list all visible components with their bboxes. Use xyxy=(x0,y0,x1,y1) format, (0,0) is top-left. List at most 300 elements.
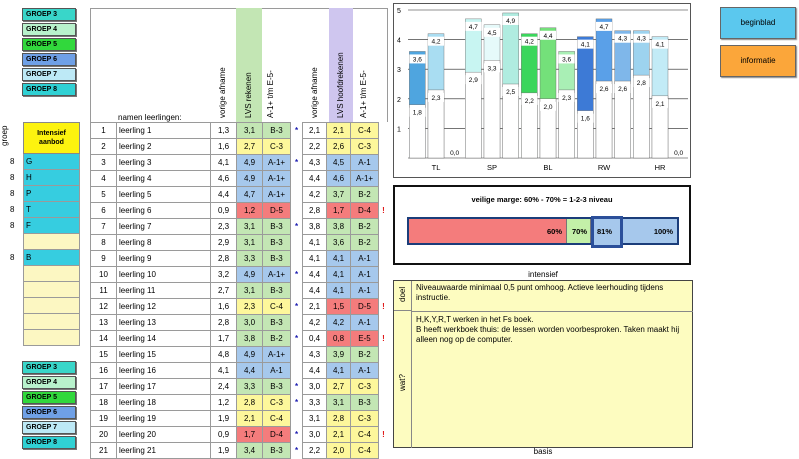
warning-mark xyxy=(379,283,389,299)
lvs-hoofdrekenen-score[interactable]: 2,1 xyxy=(327,427,351,443)
hoofdrekenen-niveau[interactable]: C-4 xyxy=(351,123,379,139)
row-number[interactable]: 7 xyxy=(91,219,117,235)
vorige-afname-rekenen[interactable]: 4,1 xyxy=(211,363,237,379)
row-number[interactable]: 13 xyxy=(91,315,117,331)
hoofdrekenen-niveau[interactable]: A-1 xyxy=(351,251,379,267)
intensief-title: intensief xyxy=(528,270,558,279)
row-number[interactable]: 3 xyxy=(91,155,117,171)
table-row[interactable] xyxy=(91,427,389,443)
student-letter-cell[interactable] xyxy=(23,330,80,346)
lvs-hoofdrekenen-score[interactable]: 4,5 xyxy=(327,155,351,171)
lvs-hoofdrekenen-score[interactable]: 3,8 xyxy=(327,219,351,235)
rekenen-niveau[interactable]: B-3 xyxy=(263,219,291,235)
attention-star xyxy=(291,315,303,331)
table-row[interactable] xyxy=(91,347,389,363)
lvs-rekenen-score[interactable]: 3,1 xyxy=(237,219,263,235)
rekenen-niveau[interactable]: B-3 xyxy=(263,235,291,251)
data-label: 4,1 xyxy=(655,41,665,49)
rekenen-niveau[interactable]: C-3 xyxy=(263,139,291,155)
attention-star: * xyxy=(291,267,303,283)
attention-star xyxy=(291,411,303,427)
informatie-button[interactable]: informatie xyxy=(720,45,796,77)
chart-frame xyxy=(393,3,691,178)
warning-mark xyxy=(379,315,389,331)
vorige-afname-hoofdrekenen[interactable]: 3,0 xyxy=(303,379,327,395)
vorige-afname-rekenen[interactable]: 3,2 xyxy=(211,267,237,283)
hoofdrekenen-niveau[interactable]: C-4 xyxy=(351,427,379,443)
groep-button-5[interactable]: GROEP 5 xyxy=(22,391,76,404)
marge-segment-100: 100% xyxy=(653,227,673,236)
student-letter-cell[interactable]: P xyxy=(23,186,80,202)
table-row[interactable] xyxy=(91,283,389,299)
lvs-hoofdrekenen-score[interactable]: 4,1 xyxy=(327,267,351,283)
table-row[interactable] xyxy=(91,187,389,203)
attention-star: * xyxy=(291,155,303,171)
lvs-rekenen-score[interactable]: 3,1 xyxy=(237,235,263,251)
data-label: 4,1 xyxy=(580,41,590,49)
vorige-afname-hoofdrekenen[interactable]: 4,3 xyxy=(303,155,327,171)
table-row[interactable] xyxy=(91,155,389,171)
lvs-hoofdrekenen-score[interactable]: 2,8 xyxy=(327,411,351,427)
lvs-hoofdrekenen-score[interactable]: 4,2 xyxy=(327,315,351,331)
lvs-rekenen-score[interactable]: 4,9 xyxy=(237,171,263,187)
student-name[interactable]: leerling 1 xyxy=(117,123,211,139)
row-number[interactable]: 19 xyxy=(91,411,117,427)
lvs-rekenen-score[interactable]: 2,3 xyxy=(237,299,263,315)
x-category-label: SP xyxy=(486,163,498,172)
student-name[interactable]: leerling 10 xyxy=(117,267,211,283)
vorige-afname-rekenen[interactable]: 2,4 xyxy=(211,379,237,395)
header-vorige-afname-2: vorige afname xyxy=(310,67,319,118)
intensief-row[interactable] xyxy=(0,250,80,266)
lvs-rekenen-score[interactable]: 4,9 xyxy=(237,347,263,363)
attention-star: * xyxy=(291,299,303,315)
vorige-afname-hoofdrekenen[interactable]: 2,1 xyxy=(303,299,327,315)
vorige-afname-rekenen[interactable]: 1,9 xyxy=(211,443,237,459)
table-row[interactable] xyxy=(91,315,389,331)
lvs-rekenen-score[interactable]: 3,4 xyxy=(237,443,263,459)
hoofdrekenen-niveau[interactable]: B-3 xyxy=(351,395,379,411)
intensief-row[interactable] xyxy=(0,202,80,218)
hoofdrekenen-niveau[interactable]: B-2 xyxy=(351,219,379,235)
student-name[interactable]: leerling 18 xyxy=(117,395,211,411)
attention-star xyxy=(291,283,303,299)
lvs-rekenen-score[interactable]: 3,0 xyxy=(237,315,263,331)
row-number[interactable]: 15 xyxy=(91,347,117,363)
intensief-row[interactable] xyxy=(0,218,80,234)
intensief-row[interactable] xyxy=(0,186,80,202)
student-letter-cell[interactable] xyxy=(23,234,80,250)
warning-mark: ! xyxy=(379,331,389,347)
warning-mark xyxy=(379,219,389,235)
rekenen-niveau[interactable]: A-1+ xyxy=(263,171,291,187)
student-name[interactable]: leerling 2 xyxy=(117,139,211,155)
student-name[interactable]: leerling 4 xyxy=(117,171,211,187)
student-name[interactable]: leerling 12 xyxy=(117,299,211,315)
rekenen-niveau[interactable]: B-3 xyxy=(263,315,291,331)
hoofdrekenen-niveau[interactable]: A-1+ xyxy=(351,171,379,187)
lvs-hoofdrekenen-score[interactable]: 1,5 xyxy=(327,299,351,315)
warning-mark xyxy=(379,155,389,171)
table-row[interactable] xyxy=(91,267,389,283)
groep-number: 8 xyxy=(10,205,15,214)
y-tick-label: 1 xyxy=(397,126,401,134)
y-tick-label: 5 xyxy=(397,8,401,15)
data-label: 3,6 xyxy=(562,56,572,64)
lvs-hoofdrekenen-score[interactable]: 0,8 xyxy=(327,331,351,347)
vorige-afname-rekenen[interactable]: 0,9 xyxy=(211,203,237,219)
vorige-afname-hoofdrekenen[interactable]: 4,3 xyxy=(303,347,327,363)
marge-bar xyxy=(407,217,679,245)
hoofdrekenen-niveau[interactable]: B-2 xyxy=(351,235,379,251)
header-lvs-rekenen: LVS rekenen xyxy=(244,72,253,118)
vorige-afname-rekenen[interactable]: 1,7 xyxy=(211,331,237,347)
rekenen-niveau[interactable]: D-4 xyxy=(263,427,291,443)
attention-star xyxy=(291,363,303,379)
hoofdrekenen-niveau[interactable]: A-1 xyxy=(351,363,379,379)
wat-label-cell: wat? xyxy=(394,311,412,448)
bar-chart xyxy=(394,4,690,177)
student-name[interactable]: leerling 5 xyxy=(117,187,211,203)
student-name[interactable]: leerling 11 xyxy=(117,283,211,299)
vorige-afname-hoofdrekenen[interactable]: 3,3 xyxy=(303,395,327,411)
vorige-afname-rekenen[interactable]: 2,8 xyxy=(211,251,237,267)
rekenen-niveau[interactable]: B-2 xyxy=(263,331,291,347)
lvs-rekenen-score[interactable]: 3,8 xyxy=(237,331,263,347)
hoofdrekenen-niveau[interactable]: E-5 xyxy=(351,331,379,347)
student-name[interactable]: leerling 16 xyxy=(117,363,211,379)
rekenen-niveau[interactable]: A-1+ xyxy=(263,347,291,363)
rekenen-niveau[interactable]: C-4 xyxy=(263,299,291,315)
data-label: 1,8 xyxy=(412,109,422,117)
lvs-rekenen-score[interactable]: 2,1 xyxy=(237,411,263,427)
rekenen-niveau[interactable]: B-3 xyxy=(263,379,291,395)
warning-mark xyxy=(379,411,389,427)
warning-mark xyxy=(379,443,389,459)
vorige-afname-hoofdrekenen[interactable]: 2,2 xyxy=(303,139,327,155)
warning-mark: ! xyxy=(379,427,389,443)
row-number[interactable]: 12 xyxy=(91,299,117,315)
row-number[interactable]: 20 xyxy=(91,427,117,443)
table-row[interactable] xyxy=(91,299,389,315)
student-letter-cell[interactable] xyxy=(23,282,80,298)
hoofdrekenen-niveau[interactable]: C-3 xyxy=(351,411,379,427)
table-row[interactable] xyxy=(91,123,389,139)
intensief-row[interactable] xyxy=(0,330,80,346)
vorige-afname-hoofdrekenen[interactable]: 4,2 xyxy=(303,187,327,203)
row-number[interactable]: 2 xyxy=(91,139,117,155)
row-number[interactable]: 17 xyxy=(91,379,117,395)
chart-bar-base xyxy=(465,72,481,158)
table-row[interactable] xyxy=(91,219,389,235)
lvs-rekenen-score[interactable]: 2,8 xyxy=(237,395,263,411)
groep-button-3[interactable]: GROEP 3 xyxy=(22,361,76,374)
vorige-afname-rekenen[interactable]: 0,9 xyxy=(211,427,237,443)
lvs-rekenen-score[interactable]: 4,9 xyxy=(237,267,263,283)
table-row[interactable] xyxy=(91,379,389,395)
intensief-aanbod-header: Intensief aanbod xyxy=(23,122,80,154)
lvs-hoofdrekenen-score[interactable]: 3,1 xyxy=(327,395,351,411)
table-row[interactable] xyxy=(91,139,389,155)
rekenen-niveau[interactable]: B-3 xyxy=(263,123,291,139)
lvs-rekenen-score[interactable]: 4,7 xyxy=(237,187,263,203)
vorige-afname-rekenen[interactable]: 1,2 xyxy=(211,395,237,411)
lvs-rekenen-score[interactable]: 1,2 xyxy=(237,203,263,219)
groep-button-5[interactable]: GROEP 5 xyxy=(22,38,76,51)
vorige-afname-rekenen[interactable]: 1,3 xyxy=(211,123,237,139)
groep-button-8[interactable]: GROEP 8 xyxy=(22,83,76,96)
row-number[interactable]: 9 xyxy=(91,251,117,267)
student-name[interactable]: leerling 3 xyxy=(117,155,211,171)
attention-star xyxy=(291,139,303,155)
lvs-hoofdrekenen-score[interactable]: 4,6 xyxy=(327,171,351,187)
intensief-row[interactable] xyxy=(0,266,80,282)
vorige-afname-rekenen[interactable]: 1,9 xyxy=(211,411,237,427)
groep-button-8[interactable]: GROEP 8 xyxy=(22,436,76,449)
student-letter-cell[interactable]: G xyxy=(23,154,80,170)
rekenen-niveau[interactable]: A-1+ xyxy=(263,187,291,203)
student-name[interactable]: leerling 17 xyxy=(117,379,211,395)
lvs-rekenen-score[interactable]: 3,3 xyxy=(237,379,263,395)
attention-star: * xyxy=(291,123,303,139)
vorige-afname-rekenen[interactable]: 4,4 xyxy=(211,187,237,203)
hoofdrekenen-niveau[interactable]: B-2 xyxy=(351,347,379,363)
hoofdrekenen-niveau[interactable]: A-1 xyxy=(351,155,379,171)
data-label: 4,3 xyxy=(636,35,646,43)
row-number[interactable]: 8 xyxy=(91,235,117,251)
data-label: 2,8 xyxy=(636,80,646,88)
intensief-row[interactable] xyxy=(0,234,80,250)
vorige-afname-hoofdrekenen[interactable]: 2,8 xyxy=(303,203,327,219)
rekenen-niveau[interactable]: A-1+ xyxy=(263,155,291,171)
vorige-afname-rekenen[interactable]: 2,8 xyxy=(211,315,237,331)
lvs-rekenen-score[interactable]: 4,9 xyxy=(237,155,263,171)
data-label: 2,5 xyxy=(506,89,516,96)
lvs-hoofdrekenen-score[interactable]: 3,6 xyxy=(327,235,351,251)
lvs-hoofdrekenen-score[interactable]: 3,9 xyxy=(327,347,351,363)
attention-star xyxy=(291,171,303,187)
doel-text[interactable]: Niveauwaarde minimaal 0,5 punt omhoog. Actieve leerhouding tijdens instructie. xyxy=(416,283,664,302)
intensief-row[interactable] xyxy=(0,298,80,314)
table-row[interactable] xyxy=(91,363,389,379)
intensief-panel xyxy=(393,280,693,448)
student-letter-cell[interactable]: H xyxy=(23,170,80,186)
hoofdrekenen-niveau[interactable]: A-1 xyxy=(351,283,379,299)
lvs-hoofdrekenen-score[interactable]: 3,7 xyxy=(327,187,351,203)
vorige-afname-hoofdrekenen[interactable]: 2,1 xyxy=(303,123,327,139)
student-name[interactable]: leerling 20 xyxy=(117,427,211,443)
student-name[interactable]: leerling 13 xyxy=(117,315,211,331)
marge-segment-81: 81% xyxy=(591,216,623,248)
lvs-rekenen-score[interactable]: 4,4 xyxy=(237,363,263,379)
vorige-afname-hoofdrekenen[interactable]: 4,4 xyxy=(303,267,327,283)
table-row[interactable] xyxy=(91,171,389,187)
student-name[interactable]: leerling 7 xyxy=(117,219,211,235)
x-category-label: HR xyxy=(654,163,666,172)
row-number[interactable]: 18 xyxy=(91,395,117,411)
student-letter-cell[interactable] xyxy=(23,298,80,314)
rekenen-niveau[interactable]: A-1+ xyxy=(263,267,291,283)
hoofdrekenen-niveau[interactable]: C-4 xyxy=(351,443,379,459)
intensief-row[interactable] xyxy=(0,282,80,298)
lvs-hoofdrekenen-score[interactable]: 2,0 xyxy=(327,443,351,459)
hoofdrekenen-niveau[interactable]: A-1 xyxy=(351,315,379,331)
data-label: 4,9 xyxy=(506,17,516,25)
hoofdrekenen-niveau[interactable]: A-1 xyxy=(351,267,379,283)
wat-text[interactable]: H,K,Y,R,T werken in het Fs boek. B heeft werkboek thuis: de lessen worden voorbesproken. Taken maakt hij alleen nog op de computer. xyxy=(416,315,680,344)
vorige-afname-hoofdrekenen[interactable]: 4,4 xyxy=(303,171,327,187)
rekenen-niveau[interactable]: B-3 xyxy=(263,251,291,267)
data-label: 4,2 xyxy=(524,38,534,46)
vorige-afname-hoofdrekenen[interactable]: 4,1 xyxy=(303,251,327,267)
name-header: namen leerlingen: xyxy=(118,113,182,122)
row-number[interactable]: 16 xyxy=(91,363,117,379)
groep-button-4[interactable]: GROEP 4 xyxy=(22,23,76,36)
vorige-afname-rekenen[interactable]: 1,6 xyxy=(211,299,237,315)
table-row[interactable] xyxy=(91,443,389,459)
hoofdrekenen-niveau[interactable]: C-3 xyxy=(351,379,379,395)
groep-number: 8 xyxy=(10,221,15,230)
lvs-hoofdrekenen-score[interactable]: 1,7 xyxy=(327,203,351,219)
data-label: 2,9 xyxy=(468,77,478,85)
row-number[interactable]: 14 xyxy=(91,331,117,347)
hoofdrekenen-niveau[interactable]: D-5 xyxy=(351,299,379,315)
rekenen-niveau[interactable]: C-3 xyxy=(263,395,291,411)
data-label: 4,7 xyxy=(599,23,609,31)
table-row[interactable] xyxy=(91,203,389,219)
vorige-afname-rekenen[interactable]: 2,3 xyxy=(211,219,237,235)
row-number[interactable]: 4 xyxy=(91,171,117,187)
student-letter-cell[interactable] xyxy=(23,266,80,282)
lvs-hoofdrekenen-score[interactable]: 4,1 xyxy=(327,283,351,299)
lvs-rekenen-score[interactable]: 1,7 xyxy=(237,427,263,443)
lvs-hoofdrekenen-score[interactable]: 2,6 xyxy=(327,139,351,155)
student-name[interactable]: leerling 6 xyxy=(117,203,211,219)
rekenen-niveau[interactable]: B-3 xyxy=(263,283,291,299)
lvs-hoofdrekenen-score[interactable]: 2,7 xyxy=(327,379,351,395)
lvs-rekenen-score[interactable]: 3,1 xyxy=(237,283,263,299)
groep-button-4[interactable]: GROEP 4 xyxy=(22,376,76,389)
student-letter-cell[interactable] xyxy=(23,314,80,330)
vorige-afname-rekenen[interactable]: 4,8 xyxy=(211,347,237,363)
hoofdrekenen-niveau[interactable]: C-3 xyxy=(351,139,379,155)
row-number[interactable]: 10 xyxy=(91,267,117,283)
table-row[interactable] xyxy=(91,411,389,427)
student-name[interactable]: leerling 8 xyxy=(117,235,211,251)
warning-mark: ! xyxy=(379,299,389,315)
table-row[interactable] xyxy=(91,251,389,267)
table-row[interactable] xyxy=(91,235,389,251)
marge-segment-60: 60% xyxy=(409,219,567,243)
groep-button-6[interactable]: GROEP 6 xyxy=(22,406,76,419)
vorige-afname-hoofdrekenen[interactable]: 0,4 xyxy=(303,331,327,347)
vorige-afname-rekenen[interactable]: 4,1 xyxy=(211,155,237,171)
vorige-afname-hoofdrekenen[interactable]: 3,8 xyxy=(303,219,327,235)
student-name[interactable]: leerling 19 xyxy=(117,411,211,427)
table-row[interactable] xyxy=(91,331,389,347)
student-name[interactable]: leerling 14 xyxy=(117,331,211,347)
student-letter-cell[interactable]: B xyxy=(23,250,80,266)
data-label: 2,2 xyxy=(524,97,534,105)
intensief-row[interactable] xyxy=(0,170,80,186)
basis-title: basis xyxy=(533,447,553,456)
warning-mark xyxy=(379,347,389,363)
beginblad-button[interactable]: beginblad xyxy=(720,7,796,39)
student-name[interactable]: leerling 9 xyxy=(117,251,211,267)
header-niveau-2: A-1+ t/m E-5- xyxy=(359,70,368,118)
lvs-rekenen-score[interactable]: 2,7 xyxy=(237,139,263,155)
data-label: 2,6 xyxy=(618,86,628,94)
data-label: 4,3 xyxy=(618,35,628,43)
attention-star: * xyxy=(291,395,303,411)
data-label: 4,4 xyxy=(543,32,553,40)
attention-star xyxy=(291,251,303,267)
groep-button-7[interactable]: GROEP 7 xyxy=(22,421,76,434)
vorige-afname-hoofdrekenen[interactable]: 4,1 xyxy=(303,235,327,251)
data-label: 3,3 xyxy=(487,65,497,73)
vorige-afname-hoofdrekenen[interactable]: 4,2 xyxy=(303,315,327,331)
student-name[interactable]: leerling 21 xyxy=(117,443,211,459)
student-letter-cell[interactable]: T xyxy=(23,202,80,218)
groep-button-7[interactable]: GROEP 7 xyxy=(22,68,76,81)
rekenen-niveau[interactable]: A-1 xyxy=(263,363,291,379)
student-name[interactable]: leerling 15 xyxy=(117,347,211,363)
chart-bar-base xyxy=(484,60,500,158)
row-number[interactable]: 6 xyxy=(91,203,117,219)
lvs-rekenen-score[interactable]: 3,1 xyxy=(237,123,263,139)
vorige-afname-hoofdrekenen[interactable]: 3,1 xyxy=(303,411,327,427)
intensief-row[interactable] xyxy=(0,314,80,330)
hoofdrekenen-niveau[interactable]: D-4 xyxy=(351,203,379,219)
vorige-afname-hoofdrekenen[interactable]: 4,4 xyxy=(303,363,327,379)
data-label: 2,1 xyxy=(655,100,665,108)
data-label: 4,5 xyxy=(487,29,497,37)
vorige-afname-rekenen[interactable]: 2,7 xyxy=(211,283,237,299)
lvs-hoofdrekenen-score[interactable]: 4,1 xyxy=(327,251,351,267)
rekenen-niveau[interactable]: D-5 xyxy=(263,203,291,219)
row-number[interactable]: 1 xyxy=(91,123,117,139)
intensief-row[interactable] xyxy=(0,154,80,170)
vorige-afname-rekenen[interactable]: 2,9 xyxy=(211,235,237,251)
rekenen-niveau[interactable]: C-4 xyxy=(263,411,291,427)
hoofdrekenen-niveau[interactable]: B-2 xyxy=(351,187,379,203)
warning-mark: ! xyxy=(379,203,389,219)
row-number[interactable]: 5 xyxy=(91,187,117,203)
rekenen-niveau[interactable]: B-3 xyxy=(263,443,291,459)
x-category-label: BL xyxy=(543,163,553,172)
vorige-afname-hoofdrekenen[interactable]: 2,2 xyxy=(303,443,327,459)
vorige-afname-hoofdrekenen[interactable]: 4,4 xyxy=(303,283,327,299)
warning-mark xyxy=(379,379,389,395)
row-number[interactable]: 11 xyxy=(91,283,117,299)
data-label: 4,2 xyxy=(431,38,441,46)
y-tick-label: 2 xyxy=(397,96,401,104)
vorige-afname-rekenen[interactable]: 1,6 xyxy=(211,139,237,155)
lvs-rekenen-score[interactable]: 3,3 xyxy=(237,251,263,267)
table-row[interactable] xyxy=(91,395,389,411)
marge-title: veilige marge: 60% - 70% = 1-2-3 niveau xyxy=(471,195,613,204)
vorige-afname-rekenen[interactable]: 4,6 xyxy=(211,171,237,187)
groep-button-3[interactable]: GROEP 3 xyxy=(22,8,76,21)
student-letter-cell[interactable]: F xyxy=(23,218,80,234)
lvs-hoofdrekenen-score[interactable]: 4,1 xyxy=(327,363,351,379)
attention-star xyxy=(291,347,303,363)
groep-button-6[interactable]: GROEP 6 xyxy=(22,53,76,66)
header-vorige-afname-1: vorige afname xyxy=(218,67,227,118)
lvs-hoofdrekenen-score[interactable]: 2,1 xyxy=(327,123,351,139)
row-number[interactable]: 21 xyxy=(91,443,117,459)
vorige-afname-hoofdrekenen[interactable]: 3,0 xyxy=(303,427,327,443)
